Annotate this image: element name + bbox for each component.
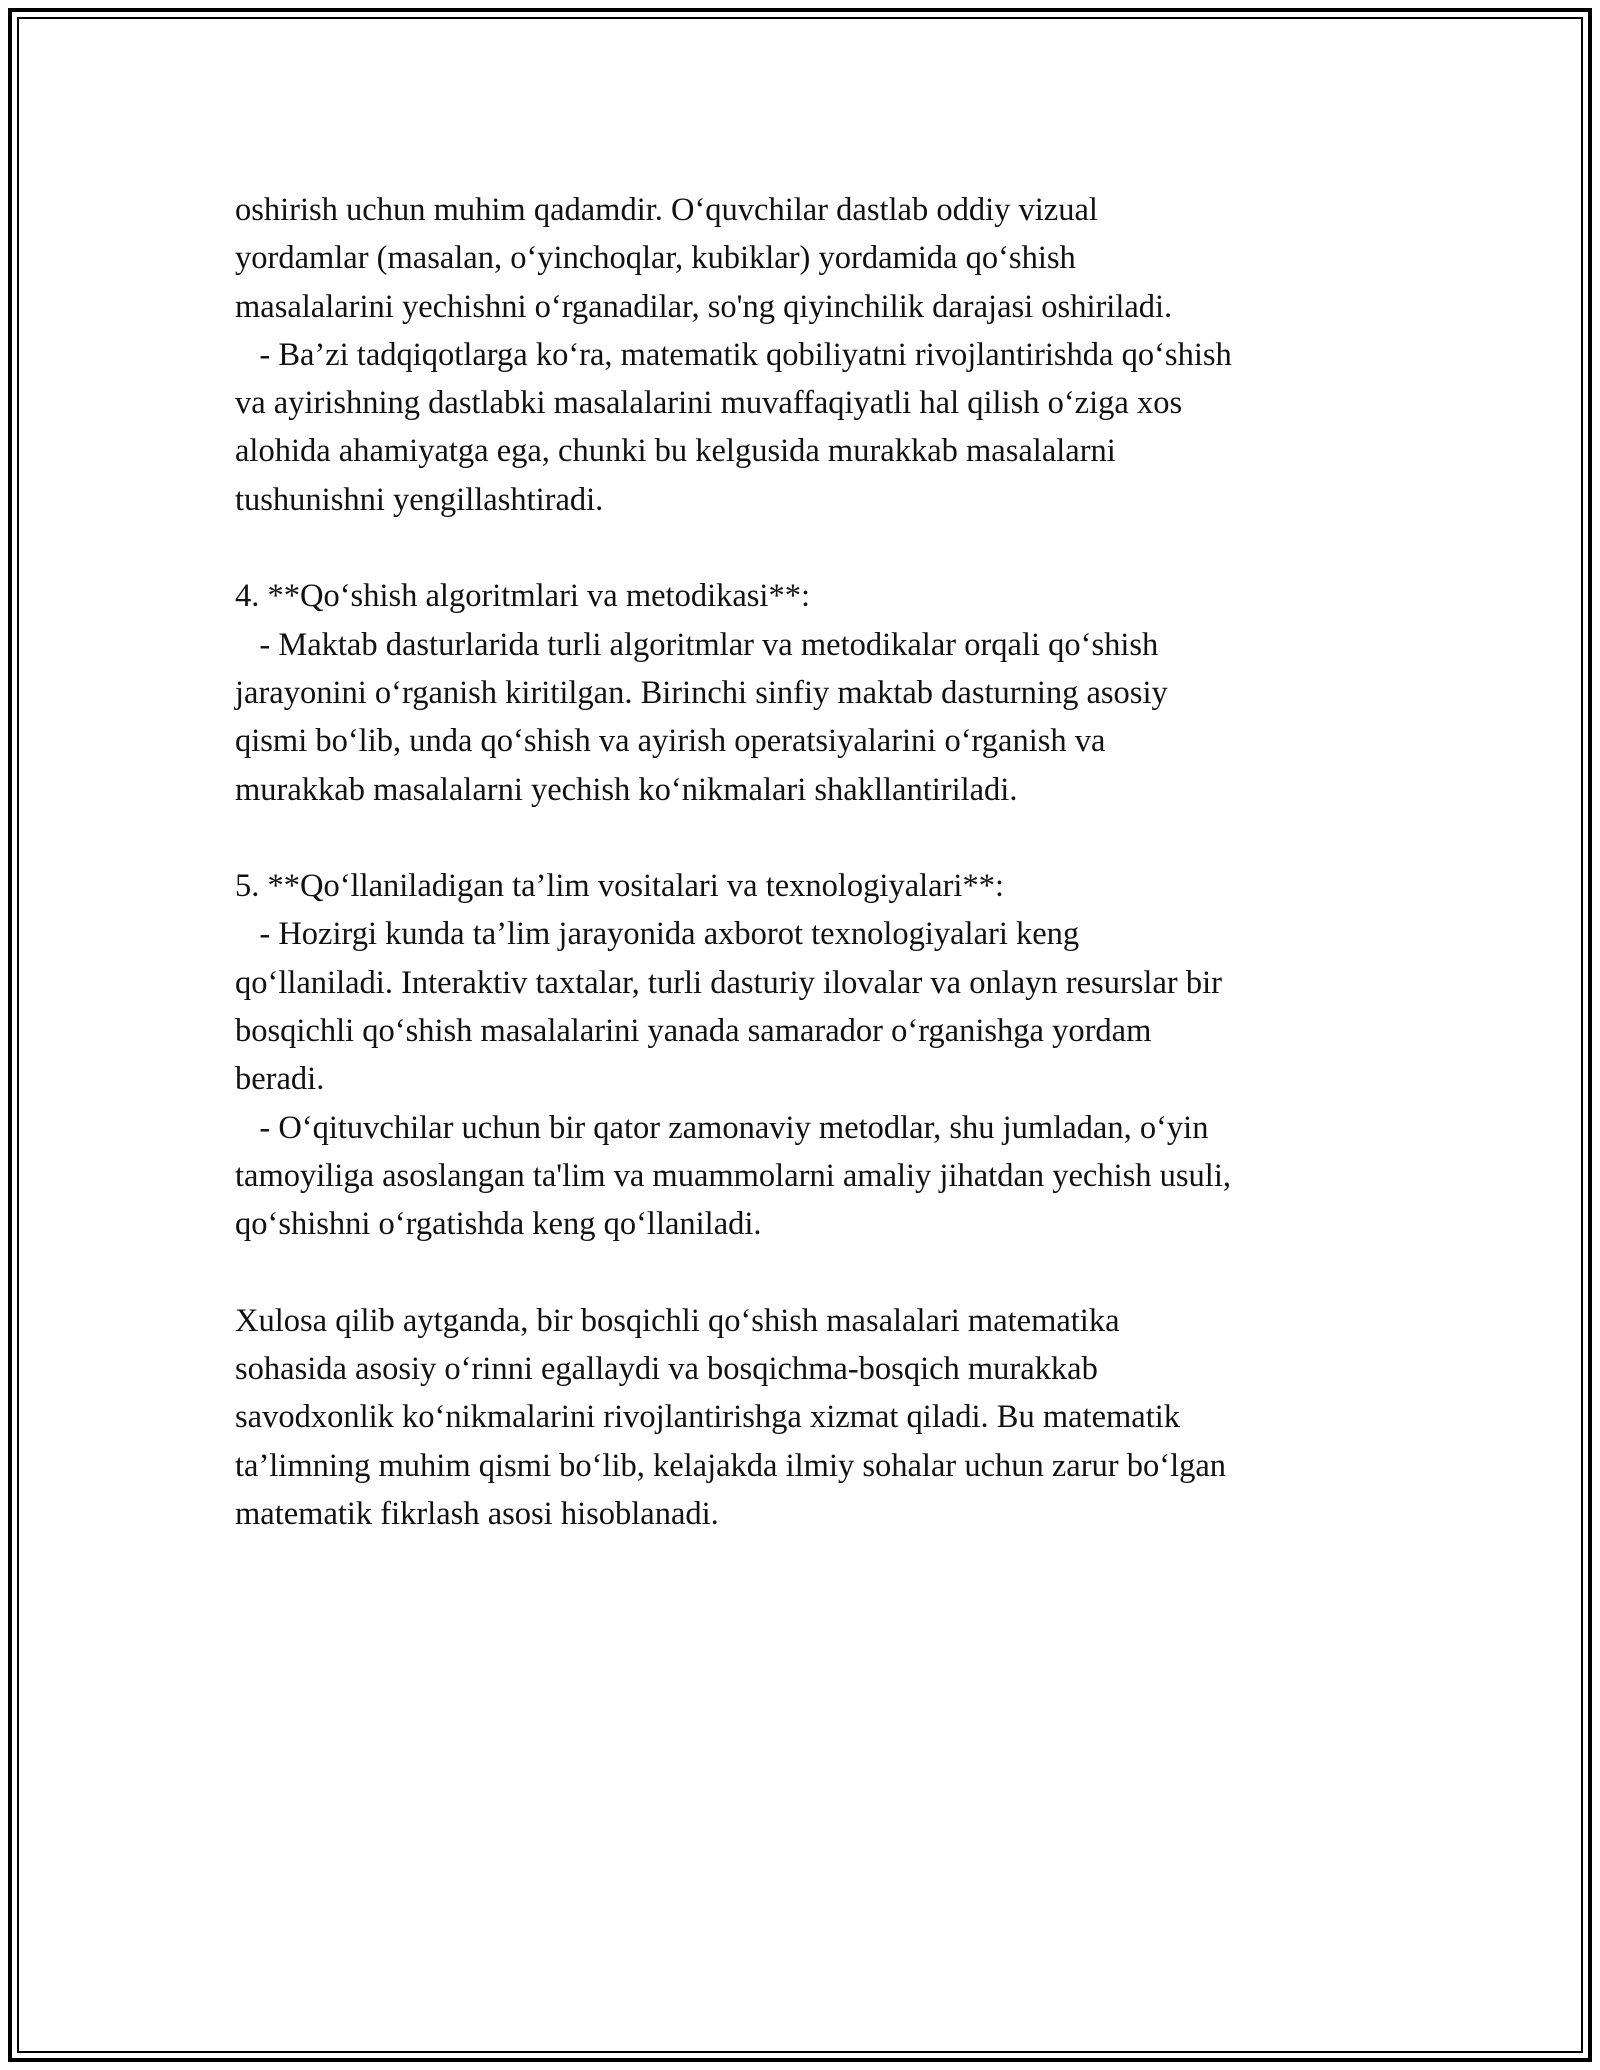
conclusion-line: savodxonlik ko‘nikmalarini rivojlantirishga xizmat qiladi. Bu matematik	[235, 1399, 1181, 1436]
paragraph-gap	[235, 524, 1375, 572]
text-line: murakkab masalalarni yechish ko‘nikmalari shakllantiriladi.	[235, 771, 1018, 808]
paragraph-gap	[235, 814, 1375, 862]
text-line: jarayonini o‘rganish kiritilgan. Birinchi sinfiy maktab dasturning asosiy	[235, 674, 1168, 711]
text-line: - O‘qituvchilar uchun bir qator zamonaviy metodlar, shu jumladan, o‘yin	[235, 1109, 1209, 1146]
text-line: masalalarini yechishni o‘rganadilar, so'ng qiyinchilik darajasi oshiriladi.	[235, 288, 1173, 325]
conclusion-line: ta’limning muhim qismi bo‘lib, kelajakda ilmiy sohalar uchun zarur bo‘lgan	[235, 1447, 1227, 1484]
text-line: qismi bo‘lib, unda qo‘shish va ayirish operatsiyalarini o‘rganish va	[235, 723, 1106, 760]
text-line: tamoyiliga asoslangan ta'lim va muammolarni amaliy jihatdan yechish usuli,	[235, 1157, 1231, 1194]
conclusion-line: sohasida asosiy o‘rinni egallaydi va bosqichma-bosqich murakkab	[235, 1351, 1098, 1388]
conclusion-line: Xulosa qilib aytganda, bir bosqichli qo‘shish masalalari matematika	[235, 1302, 1120, 1339]
text-line: qo‘shishni o‘rgatishda keng qo‘llaniladi.	[235, 1206, 762, 1243]
section-heading: 5. **Qo‘llaniladigan ta’lim vositalari va texnologiyalari**:	[235, 868, 1004, 905]
section-heading: 4. **Qo‘shish algoritmlari va metodikasi**:	[235, 578, 810, 615]
conclusion-line: matematik fikrlash asosi hisoblanadi.	[235, 1496, 719, 1533]
text-line: qo‘llaniladi. Interaktiv taxtalar, turli dasturiy ilovalar va onlayn resurslar bir	[235, 964, 1222, 1001]
text-line: - Maktab dasturlarida turli algoritmlar va metodikalar orqali qo‘shish	[235, 626, 1159, 663]
text-line: yordamlar (masalan, o‘yinchoqlar, kubiklar) yordamida qo‘shish	[235, 240, 1076, 277]
text-line: alohida ahamiyatga ega, chunki bu kelgusida murakkab masalalarni	[235, 433, 1116, 470]
text-line: - Ba’zi tadqiqotlarga ko‘ra, matematik qobiliyatni rivojlantirishda qo‘shish	[235, 336, 1232, 373]
text-line: oshirish uchun muhim qadamdir. O‘quvchilar dastlab oddiy vizual	[235, 192, 1098, 228]
text-line: beradi.	[235, 1061, 325, 1098]
text-line: - Hozirgi kunda ta’lim jarayonida axborot texnologiyalari keng	[235, 916, 1080, 953]
text-line: tushunishni yengillashtiradi.	[235, 481, 604, 518]
text-line: bosqichli qo‘shish masalalarini yanada samarador o‘rganishga yordam	[235, 1013, 1152, 1050]
document-body	[235, 186, 1375, 1538]
text-line: va ayirishning dastlabki masalalarini muvaffaqiyatli hal qilish o‘ziga xos	[235, 385, 1183, 422]
paragraph-gap	[235, 1249, 1375, 1297]
